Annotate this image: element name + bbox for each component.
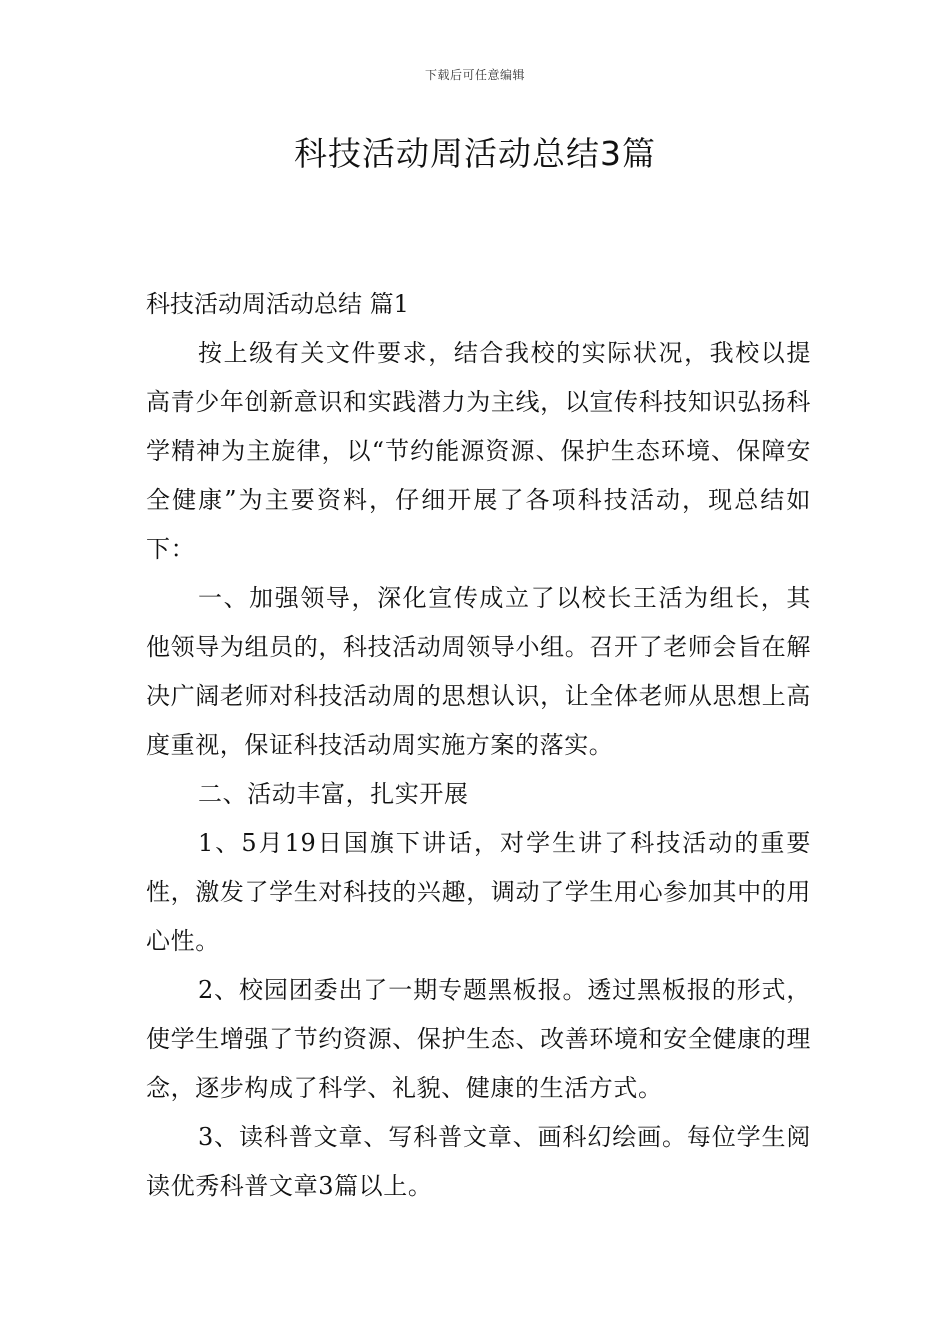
- paragraph-item-2: 2、校园团委出了一期专题黑板报。透过黑板报的形式，使学生增强了节约资源、保护生态、改善环境和安全健康的理念，逐步构成了科学、礼貌、健康的生活方式。: [146, 976, 811, 1102]
- document-title: 科技活动周活动总结3篇: [294, 134, 656, 173]
- paragraph-activities-heading: 二、活动丰富，扎实开展: [198, 780, 469, 808]
- section-heading: 科技活动周活动总结 篇1: [146, 290, 409, 318]
- paragraph-item-1: 1、5月19日国旗下讲话，对学生讲了科技活动的重要性，激发了学生对科技的兴趣，调动了学生用心参加其中的用心性。: [146, 829, 811, 955]
- paragraph-intro: 按上级有关文件要求，结合我校的实际状况，我校以提高青少年创新意识和实践潜力为主线，以宣传科技知识弘扬科学精神为主旋律，以“节约能源资源、保护生态环境、保障安全健康”为主要资料，仔细开展了各项科技活动，现总结如下：: [146, 339, 811, 563]
- paragraph-item-3: 3、读科普文章、写科普文章、画科幻绘画。每位学生阅读优秀科普文章3篇以上。: [146, 1123, 811, 1200]
- document-body: [146, 280, 811, 1211]
- paragraph-leadership: 一、加强领导，深化宣传成立了以校长王活为组长，其他领导为组员的，科技活动周领导小组。召开了老师会旨在解决广阔老师对科技活动周的思想认识，让全体老师从思想上高度重视，保证科技活动周实施方案的落实。: [146, 584, 811, 759]
- header-note: 下载后可任意编辑: [424, 68, 525, 82]
